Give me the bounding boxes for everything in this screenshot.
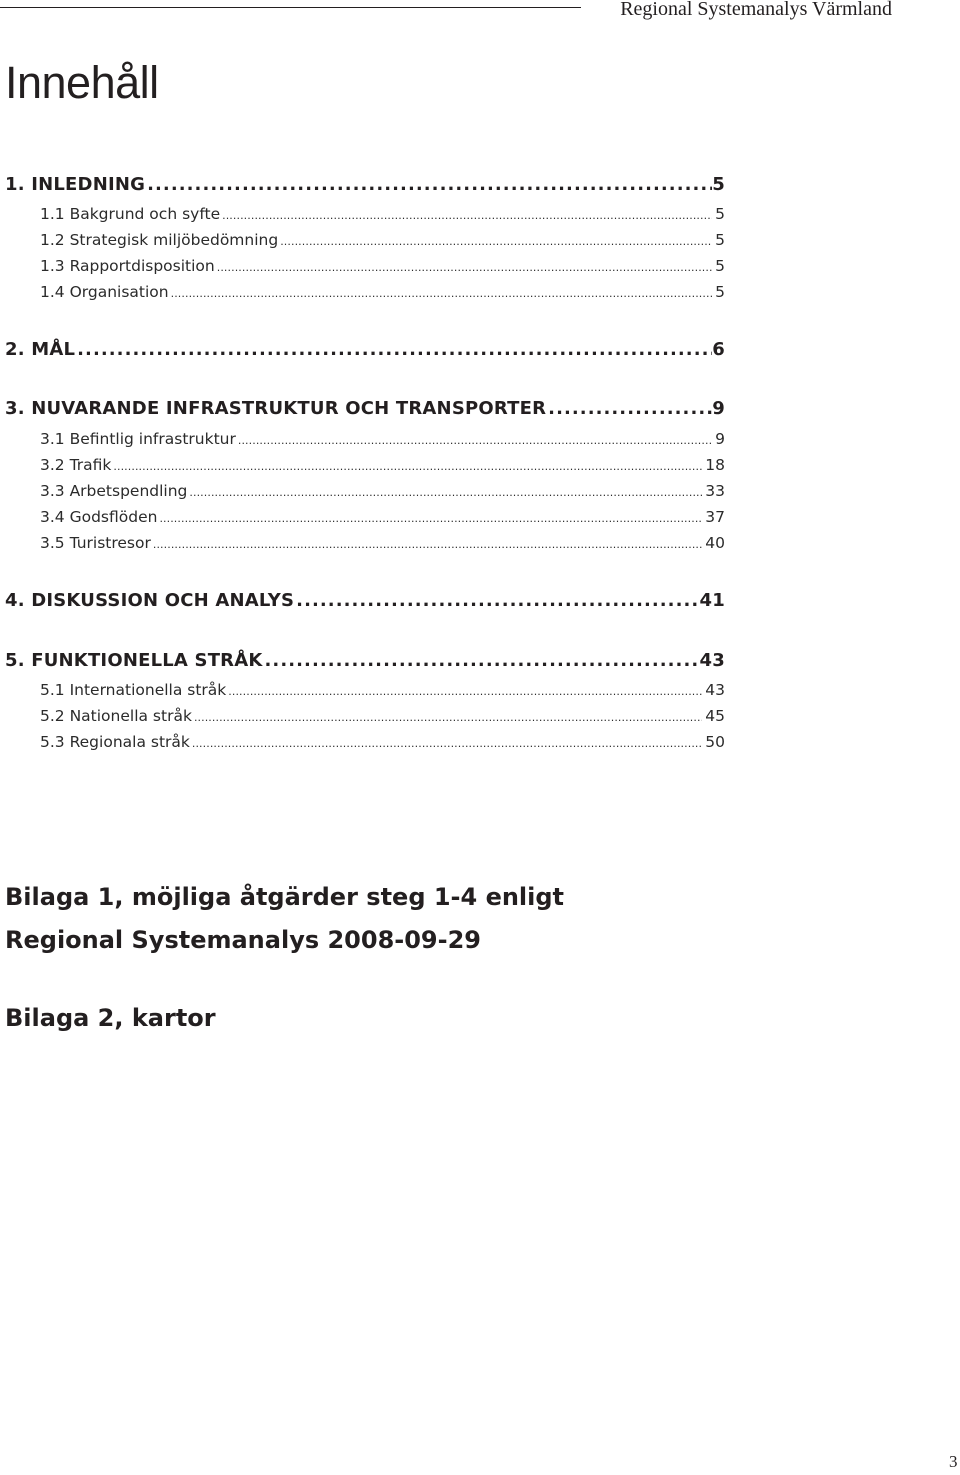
dot-leader bbox=[280, 235, 712, 248]
appendix-1-heading bbox=[5, 876, 564, 962]
toc-entry-label: 2. MÅL bbox=[5, 339, 76, 360]
toc-entry-label: 5.1 Internationella stråk bbox=[40, 681, 227, 699]
dot-leader bbox=[153, 538, 702, 551]
toc-entry-inledning[interactable] bbox=[5, 174, 725, 195]
toc-page-number: 18 bbox=[705, 456, 725, 474]
toc-entry-label: 1.3 Rapportdisposition bbox=[40, 257, 215, 275]
toc-entry-internationella-strak[interactable] bbox=[40, 681, 725, 699]
appendix-1-line-2: Regional Systemanalys 2008-09-29 bbox=[5, 926, 481, 954]
toc-page-number: 5 bbox=[715, 257, 725, 275]
toc-page-number: 43 bbox=[705, 681, 725, 699]
toc-entry-mal[interactable] bbox=[5, 339, 725, 360]
toc-entry-bakgrund-och-syfte[interactable] bbox=[40, 205, 725, 223]
toc-entry-label: 1.1 Bakgrund och syfte bbox=[40, 205, 221, 223]
appendix-2-heading: Bilaga 2, kartor bbox=[5, 1004, 216, 1032]
toc-entry-rapportdisposition[interactable] bbox=[40, 257, 725, 275]
toc-entry-regionala-strak[interactable] bbox=[40, 733, 725, 751]
toc-page-number: 33 bbox=[705, 482, 725, 500]
toc-entry-funktionella-strak[interactable] bbox=[5, 650, 725, 671]
toc-page-number: 43 bbox=[699, 650, 725, 671]
dot-leader bbox=[265, 650, 700, 671]
header-rule bbox=[0, 7, 581, 8]
toc-page-number: 50 bbox=[705, 733, 725, 751]
toc-entry-strategisk-miljobedomning[interactable] bbox=[40, 231, 725, 249]
toc-entry-label: 1.2 Strategisk miljöbedömning bbox=[40, 231, 279, 249]
toc-entry-label: 3.3 Arbetspendling bbox=[40, 482, 188, 500]
toc-page-number: 40 bbox=[705, 534, 725, 552]
dot-leader bbox=[217, 261, 712, 274]
toc-page-number: 9 bbox=[715, 430, 725, 448]
page-number: 3 bbox=[949, 1452, 958, 1471]
toc-page-number: 37 bbox=[705, 508, 725, 526]
toc-page-number: 6 bbox=[712, 339, 725, 360]
dot-leader bbox=[222, 209, 712, 222]
toc-entry-label: 4. DISKUSSION OCH ANALYS bbox=[5, 590, 295, 611]
toc-page-number: 5 bbox=[712, 174, 725, 195]
dot-leader bbox=[548, 398, 712, 419]
dot-leader bbox=[238, 434, 712, 447]
dot-leader bbox=[192, 737, 702, 750]
toc-entry-nuvarande-infrastruktur[interactable] bbox=[5, 398, 725, 419]
toc-page-number: 41 bbox=[699, 590, 725, 611]
toc-page-number: 45 bbox=[705, 707, 725, 725]
toc-entry-label: 5.3 Regionala stråk bbox=[40, 733, 190, 751]
toc-entry-label: 5. FUNKTIONELLA STRÅK bbox=[5, 650, 263, 671]
toc-entry-trafik[interactable] bbox=[40, 456, 725, 474]
toc-entry-organisation[interactable] bbox=[40, 283, 725, 301]
toc-entry-label: 1. INLEDNING bbox=[5, 174, 146, 195]
toc-page-number: 5 bbox=[715, 205, 725, 223]
toc-entry-godsfloden[interactable] bbox=[40, 508, 725, 526]
dot-leader bbox=[113, 460, 702, 473]
toc-page-number: 9 bbox=[712, 398, 725, 419]
dot-leader bbox=[159, 512, 702, 525]
toc-entry-nationella-strak[interactable] bbox=[40, 707, 725, 725]
toc-entry-label: 3.5 Turistresor bbox=[40, 534, 151, 552]
toc-entry-label: 3. NUVARANDE INFRASTRUKTUR OCH TRANSPORTER bbox=[5, 398, 547, 419]
toc-entry-diskussion-och-analys[interactable] bbox=[5, 590, 725, 611]
toc-page-number: 5 bbox=[715, 283, 725, 301]
toc-entry-arbetspendling[interactable] bbox=[40, 482, 725, 500]
toc-entry-label: 3.1 Befintlig infrastruktur bbox=[40, 430, 236, 448]
toc-entry-label: 5.2 Nationella stråk bbox=[40, 707, 192, 725]
toc-page-number: 5 bbox=[715, 231, 725, 249]
appendix-1-line-1: Bilaga 1, möjliga åtgärder steg 1-4 enligt bbox=[5, 883, 565, 911]
dot-leader bbox=[189, 486, 702, 499]
dot-leader bbox=[228, 685, 702, 698]
toc-entry-label: 3.2 Trafik bbox=[40, 456, 112, 474]
dot-leader bbox=[296, 590, 699, 611]
toc-entry-turistresor[interactable] bbox=[40, 534, 725, 552]
dot-leader bbox=[194, 711, 702, 724]
toc-entry-label: 1.4 Organisation bbox=[40, 283, 169, 301]
dot-leader bbox=[147, 174, 712, 195]
dot-leader bbox=[171, 287, 713, 300]
page-title: Innehåll bbox=[5, 57, 159, 108]
dot-leader bbox=[77, 339, 712, 360]
toc-entry-befintlig-infrastruktur[interactable] bbox=[40, 430, 725, 448]
running-header-title: Regional Systemanalys Värmland bbox=[620, 0, 892, 20]
toc-entry-label: 3.4 Godsflöden bbox=[40, 508, 158, 526]
